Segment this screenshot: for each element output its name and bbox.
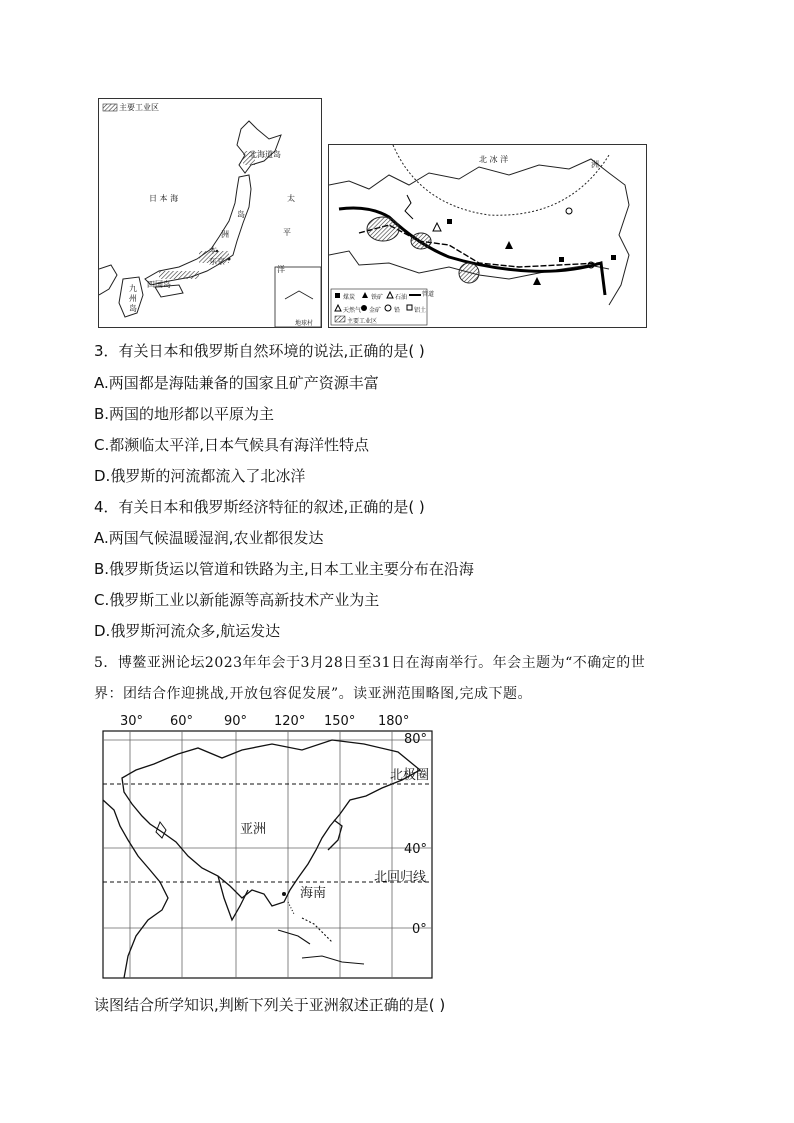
honshu-label-3: 本	[209, 246, 217, 255]
shikoku-label: 四国岛	[147, 280, 171, 289]
q3-option-b[interactable]: B.两国的地形都以平原为主	[94, 405, 275, 423]
legend-coal: 煤炭	[343, 294, 356, 301]
q3-option-a[interactable]: A.两国都是海陆兼备的国家且矿产资源丰富	[94, 374, 379, 392]
legend-industrial: 主要工业区	[347, 318, 378, 325]
asia-label: 亚洲	[240, 822, 267, 837]
hokkaido-label: 北海道岛	[249, 150, 281, 159]
q4-option-c[interactable]: C.俄罗斯工业以新能源等高新技术产业为主	[94, 591, 380, 609]
q5-question: 读图结合所学知识,判断下列关于亚洲叙述正确的是( )	[94, 996, 446, 1014]
q5-intro-line-2: 界：团结合作迎挑战,开放包容促发展”。读亚洲范围略图,完成下题。	[94, 686, 533, 702]
japan-map	[98, 98, 322, 328]
tokyo-label: 东京	[209, 257, 225, 266]
lat-label-80: 80°	[404, 732, 428, 747]
pacific-label-2: 平	[283, 228, 291, 237]
q4-option-b[interactable]: B.俄罗斯货运以管道和铁路为主,日本工业主要分布在沿海	[94, 560, 474, 578]
japan-legend-label: 主要工业区	[119, 103, 159, 112]
lat-label-40: 40°	[404, 842, 428, 857]
lon-label-60: 60°	[170, 714, 194, 729]
lon-label-90: 90°	[224, 714, 248, 729]
asia-map-drawing	[102, 730, 434, 980]
lon-label-30: 30°	[120, 714, 144, 729]
legend-pipeline: 管道	[422, 291, 435, 298]
kyushu-label-2: 州	[129, 294, 137, 303]
sea-of-japan-label: 日 本 海	[149, 194, 179, 203]
q4-stem: 4．有关日本和俄罗斯经济特征的叙述,正确的是( )	[94, 498, 425, 516]
legend-gas: 天然气	[343, 307, 362, 314]
honshu-label-1: 岛	[237, 210, 245, 219]
legend-bauxite: 铝土	[414, 307, 427, 314]
legend-oil: 石油	[395, 294, 408, 301]
honshu-label-2: 洲	[221, 230, 229, 239]
kyushu-label-3: 岛	[129, 304, 137, 313]
q3-option-c[interactable]: C.都濒临太平洋,日本气候具有海洋性特点	[94, 436, 370, 454]
lon-label-120: 120°	[274, 714, 306, 729]
lat-label-0: 0°	[412, 922, 427, 937]
q4-option-a[interactable]: A.两国气候温暖湿润,农业都很发达	[94, 529, 324, 547]
tropic-label: 北回归线	[374, 870, 427, 885]
asia-map	[100, 712, 440, 982]
q3-option-d[interactable]: D.俄罗斯的河流都流入了北冰洋	[94, 467, 306, 485]
legend-iron: 铁矿	[371, 294, 384, 301]
q4-option-d[interactable]: D.俄罗斯河流众多,航运发达	[94, 622, 281, 640]
pacific-label-1: 太	[287, 194, 295, 203]
kyushu-label-1: 九	[129, 284, 137, 293]
russia-map	[328, 144, 647, 328]
arctic-ocean-label: 北 冰 洋	[479, 155, 509, 164]
lon-label-150: 150°	[324, 714, 356, 729]
pacific-label-3: 洋	[277, 265, 285, 274]
map-corner-label: 地球村	[295, 320, 314, 327]
hainan-label: 海南	[300, 886, 327, 901]
lon-label-180: 180°	[378, 714, 410, 729]
q3-stem: 3．有关日本和俄罗斯自然环境的说法,正确的是( )	[94, 342, 425, 360]
legend-gold: 金矿	[369, 307, 382, 314]
arctic-circle-label: 北极圈	[390, 768, 430, 783]
russia-corner-label: 洲	[591, 160, 599, 169]
legend-lead: 铅	[394, 307, 401, 314]
q5-intro-line-1: 5．博鳌亚洲论坛2023年年会于3月28日至31日在海南举行。年会主题为“不确定的世	[94, 655, 646, 671]
